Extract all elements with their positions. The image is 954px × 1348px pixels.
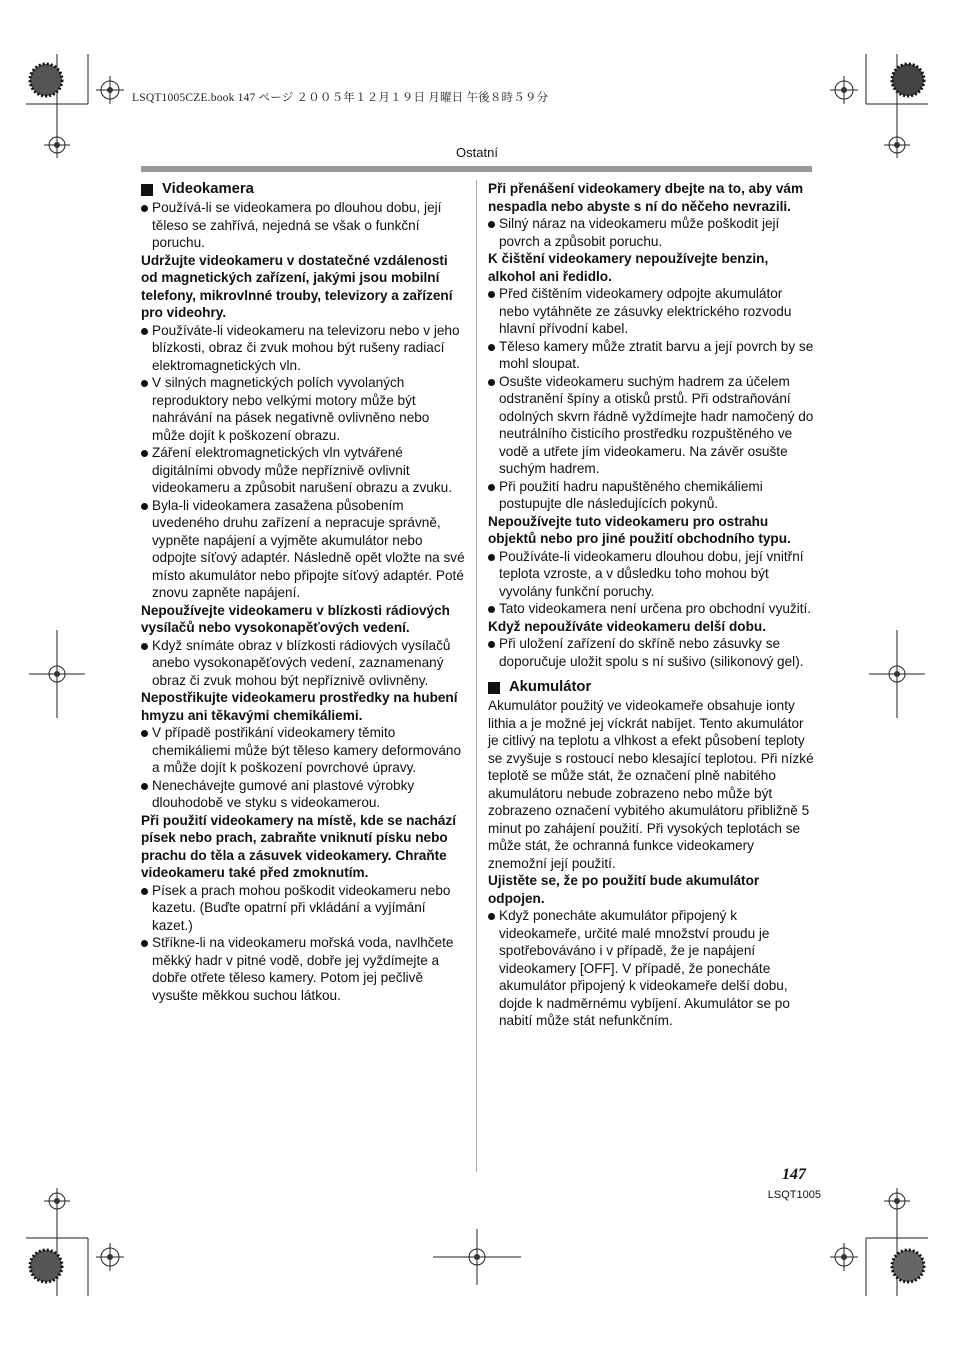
bullet-dot-icon (488, 913, 495, 920)
bullet-dot-icon (141, 380, 148, 387)
bullet-text: Používáte-li videokameru dlouhou dobu, její vnitřní teplota vzroste, a v důsledku toho mohou být vyvolány funkční poruchy. (499, 548, 804, 599)
bullet-text: V případě postřikání videokamery těmito chemikáliemi může být těleso kamery deformováno a může dojít k poškození povrchové úpravy. (152, 725, 462, 775)
section-label: Ostatní (456, 145, 498, 160)
bullet-dot-icon (488, 291, 495, 298)
bullet-dot-icon (141, 643, 148, 650)
right-column (488, 180, 816, 1030)
bullet-text: V silných magnetických polích vyvolaných reproduktory nebo velkými motory může být nahrávání na pásek negativně ovlivněno nebo může dojít k poškození obrazu. (152, 375, 430, 443)
column-divider (476, 180, 477, 1172)
paragraph: Akumulátor použitý ve videokameře obsahuje ionty lithia a je možné jej víckrát nabíjet. Tento akumulátor je citlivý na teplotu a vlhkost a efekt působení teploty se zvyšuje s rostoucí nebo klesající teplotou. Při nízké teplotě se může stát, že označení plně nabitého akumulátoru nebude zobrazeno nebo může být zobrazeno označení vybitého akumulátoru přibližně 5 minut po zahájení použití. Při vysokých teplotách se může stát, že ochranná funkce videokamery znemožní její použití. (488, 698, 814, 871)
bullet-text: Při použití hadru napuštěného chemikáliemi postupujte dle následujících pokynů. (499, 478, 763, 511)
bullet-dot-icon (488, 484, 495, 491)
bullet-item (141, 724, 466, 777)
bullet-item (488, 285, 816, 338)
bullet-item (488, 478, 816, 513)
bullet-item (141, 322, 466, 375)
bullet-item (488, 215, 816, 250)
bullet-dot-icon (141, 205, 148, 212)
square-bullet-icon (488, 682, 500, 694)
bullet-dot-icon (141, 783, 148, 790)
bullet-dot-icon (488, 641, 495, 648)
bold-instruction: Ujistěte se, že po použití bude akumulátor odpojen. (488, 873, 760, 906)
right-blocks-bottom (488, 697, 816, 1030)
bullet-text: Stříkne-li na videokameru mořská voda, navlhčete měkký hadr v pitné vodě, dobře jej vyždímejte a dobře otřete těleso kamery. Potom jej pečlivě vysušte měkkou suchou látkou. (152, 935, 454, 1003)
bullet-dot-icon (488, 606, 495, 613)
bold-instruction: Při přenášení videokamery dbejte na to, aby vám nespadla nebo abyste s ní do něčeho nevrazili. (488, 181, 804, 214)
bullet-dot-icon (488, 554, 495, 561)
bullet-item (141, 199, 466, 252)
bullet-text: Silný náraz na videokameru může poškodit její povrch a způsobit poruchu. (499, 216, 780, 249)
bullet-item (488, 907, 816, 1030)
left-column (141, 180, 466, 1004)
bullet-text: Nenechávejte gumové ani plastové výrobky dlouhodobě ve styku s videokamerou. (152, 777, 415, 810)
left-blocks (141, 199, 466, 1004)
bullet-item (141, 374, 466, 444)
print-info-line: LSQT1005CZE.book 147 ページ ２００５年１２月１９日 月曜日 午後８時５９分 (132, 92, 549, 104)
bullet-text: Používá-li se videokamera po dlouhou dobu, její těleso se zahřívá, nejedná se však o funkční poruchu. (152, 200, 442, 250)
bullet-dot-icon (488, 221, 495, 228)
bullet-dot-icon (488, 379, 495, 386)
bullet-text: Používáte-li videokameru na televizoru nebo v jeho blízkosti, obraz či zvuk mohou být rušeny radiací elektromagnetických vln. (152, 322, 460, 373)
bullet-text: Záření elektromagnetických vln vytvářené digitálními obvody může nepříznivě ovlivnit videokameru a způsobit narušení obrazu a zvuku. (152, 445, 452, 495)
bold-instruction: Nepoužívejte tuto videokameru pro ostrahu objektů nebo pro jiné použití obchodního typu. (488, 513, 791, 546)
bullet-item (141, 497, 466, 602)
bold-instruction: Udržujte videokameru v dostatečné vzdálenosti od magnetických zařízení, jakými jsou mobilní telefony, mikrovlnné trouby, televizory a zařízení pro videohry. (141, 252, 453, 320)
bullet-text: Písek a prach mohou poškodit videokameru nebo kazetu. (Buďte opatrní při vkládání a vyjímání kazet.) (152, 882, 451, 933)
bold-instruction: K čištění videokamery nepoužívejte benzin, alkohol ani ředidlo. (488, 251, 769, 284)
section-heading-akumulator: Akumulátor (488, 678, 816, 697)
bold-instruction: Nepostřikujte videokameru prostředky na hubení hmyzu ani těkavými chemikáliemi. (141, 690, 458, 723)
bullet-text: Osušte videokameru suchým hadrem za účelem odstranění špíny a otisků prstů. Při odstraňování odolných skvrn řádně vyždímejte hadr namočený do neutrálního čisticího prostředku rozpuštěného ve vodě a utřete jím videokameru. Na závěr osušte suchým hadrem. (499, 373, 814, 476)
bullet-item (141, 882, 466, 935)
bold-instruction: Nepoužívejte videokameru v blízkosti rádiových vysílačů nebo vysokonapěťových vedení. (141, 602, 450, 635)
bullet-dot-icon (141, 730, 148, 737)
bullet-text: Tato videokamera není určena pro obchodní využití. (499, 601, 812, 616)
bullet-item (141, 777, 466, 812)
bullet-text: Byla-li videokamera zasažena působením uvedeného druhu zařízení a nepracuje správně, vypněte napájení a vyjměte akumulátor nebo odpojte síťový adaptér. Následně opět vložte na své místo akumulátor nebo připojte síťový adaptér. Poté znovu zapněte napájení. (152, 497, 465, 600)
section-heading-videokamera: Videokamera (141, 180, 466, 199)
bullet-dot-icon (141, 328, 148, 335)
header-rule (141, 166, 812, 172)
square-bullet-icon (141, 184, 153, 196)
bold-instruction: Při použití videokamery na místě, kde se nachází písek nebo prach, zabraňte vniknutí písku nebo prachu do těla a zásuvek videokamery. Chraňte videokameru také před zmoknutím. (141, 812, 457, 880)
bullet-dot-icon (141, 940, 148, 947)
bullet-dot-icon (141, 450, 148, 457)
bullet-text: Když ponecháte akumulátor připojený k videokameře, určité malé množství proudu je spotřebováváno i v případě, že je napájení videokamery [OFF]. V případě, že ponecháte akumulátor připojený k videokameře delší dobu, dojde k nadměrnému vybíjení. Akumulátor se po nabití může stát nefunkčním. (499, 908, 790, 1028)
document-code: LSQT1005 (767, 1189, 821, 1201)
bullet-item (141, 444, 466, 497)
bullet-item (488, 635, 816, 670)
bullet-text: Když snímáte obraz v blízkosti rádiových vysílačů anebo vysokonapěťových vedení, zaznamenaný obraz či zvuk mohou být nepříznivě ovlivněny. (152, 637, 451, 688)
bullet-item (488, 548, 816, 601)
bullet-item (488, 338, 816, 373)
bullet-text: Těleso kamery může ztratit barvu a její povrch by se mohl sloupat. (499, 338, 814, 371)
bullet-dot-icon (141, 503, 148, 510)
right-blocks-top (488, 180, 816, 670)
bullet-dot-icon (488, 344, 495, 351)
bullet-item (141, 637, 466, 690)
bold-instruction: Když nepoužíváte videokameru delší dobu. (488, 618, 766, 634)
bullet-text: Při uložení zařízení do skříně nebo zásuvky se doporučuje uložit spolu s ní sušivo (silikonový gel). (499, 636, 804, 669)
bullet-item (488, 373, 816, 478)
bullet-text: Před čištěním videokamery odpojte akumulátor nebo vytáhněte ze zásuvky elektrického rozvodu hlavní přívodní kabel. (499, 286, 792, 336)
bullet-dot-icon (141, 888, 148, 895)
page-number: 147 (782, 1166, 806, 1183)
bullet-item (488, 600, 816, 618)
bullet-item (141, 934, 466, 1004)
